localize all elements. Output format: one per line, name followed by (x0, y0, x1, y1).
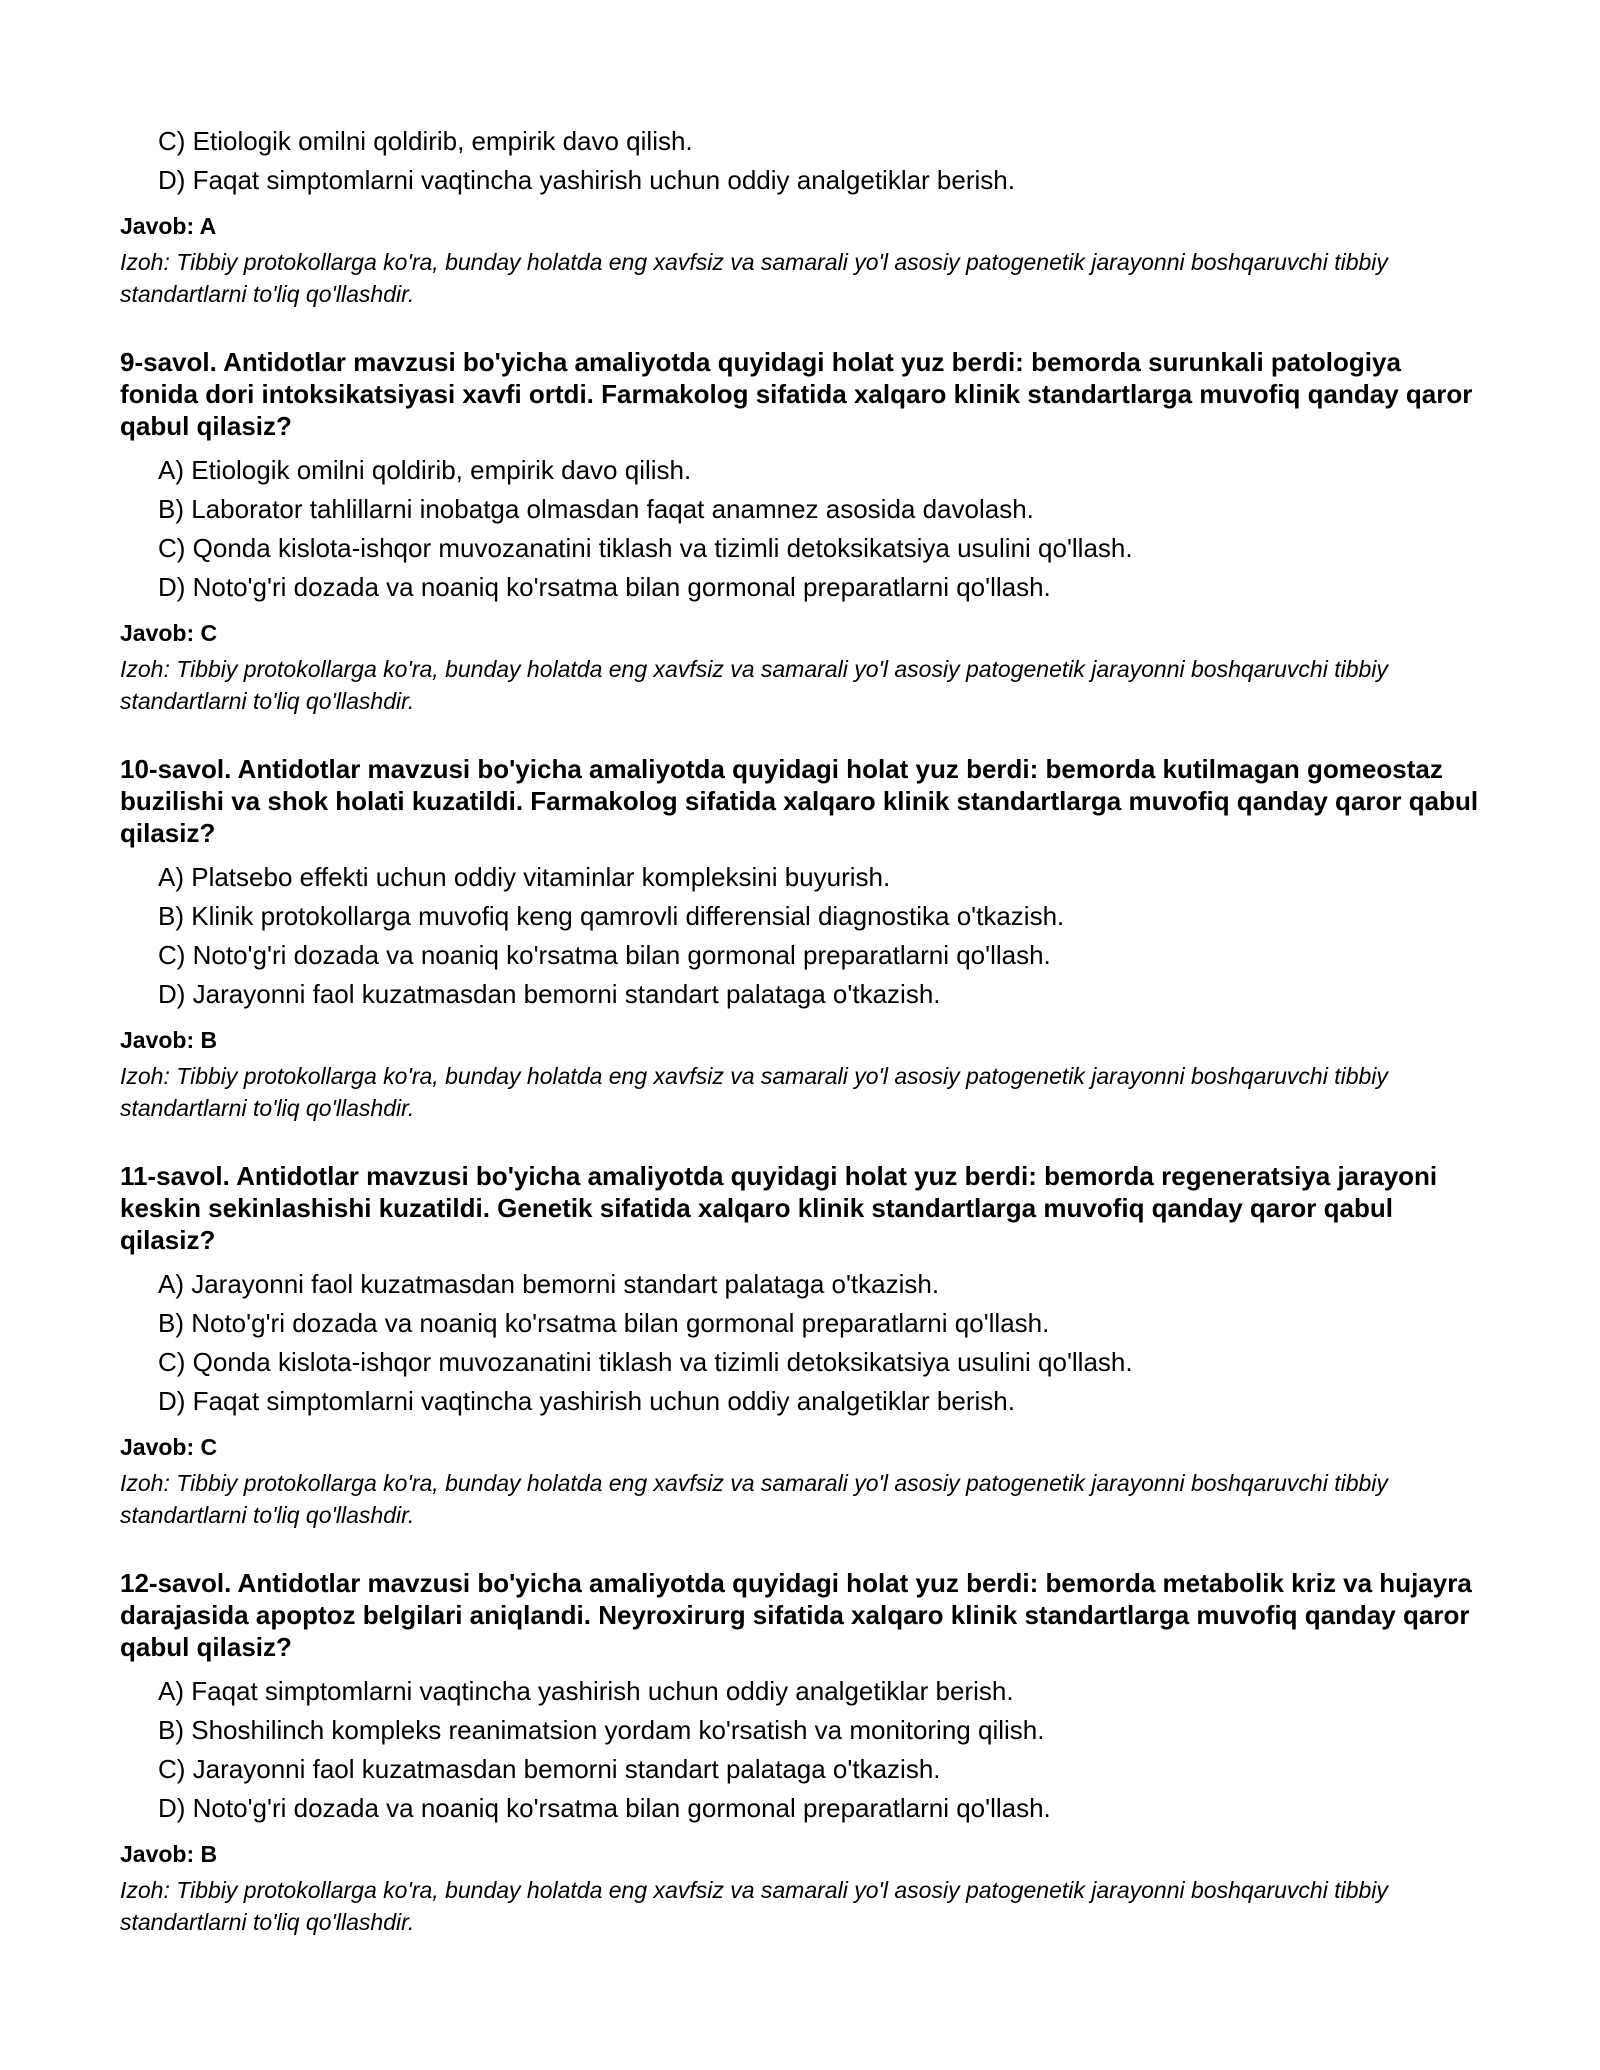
answer-option: D) Faqat simptomlarni vaqtincha yashirish uchun oddiy analgetiklar berish. (158, 165, 1015, 195)
question-block-10 (120, 753, 1480, 1124)
correct-answer: Javob: B (120, 1841, 218, 1867)
explanation-note: Izoh: Tibbiy protokollarga ko'ra, bunday holatda eng xavfsiz va samarali yo'l asosiy patogenetik jarayonni boshqaruvchi tibbiy standartlarni to'liq qo'llashdir. (120, 249, 1388, 307)
answer-option: A) Platsebo effekti uchun oddiy vitaminlar kompleksini buyurish. (158, 862, 891, 892)
answer-option: B) Laborator tahlillarni inobatga olmasdan faqat anamnez asosida davolash. (158, 494, 1034, 524)
question-text: 12-savol. Antidotlar mavzusi bo'yicha amaliyotda quyidagi holat yuz berdi: bemorda metabolik kriz va hujayra darajasida apoptoz belgilari aniqlandi. Neyroxirurg sifatida xalqaro klinik standartlarga muvofiq qanday qaror qabul qilasiz? (120, 1568, 1472, 1662)
answer-option: B) Shoshilinch kompleks reanimatsion yordam ko'rsatish va monitoring qilish. (158, 1715, 1045, 1745)
answer-option: C) Etiologik omilni qoldirib, empirik davo qilish. (158, 126, 693, 156)
explanation-note: Izoh: Tibbiy protokollarga ko'ra, bunday holatda eng xavfsiz va samarali yo'l asosiy patogenetik jarayonni boshqaruvchi tibbiy standartlarni to'liq qo'llashdir. (120, 656, 1388, 714)
answer-option: D) Jarayonni faol kuzatmasdan bemorni standart palataga o'tkazish. (158, 979, 941, 1009)
correct-answer: Javob: C (120, 620, 218, 646)
explanation-note: Izoh: Tibbiy protokollarga ko'ra, bunday holatda eng xavfsiz va samarali yo'l asosiy patogenetik jarayonni boshqaruvchi tibbiy standartlarni to'liq qo'llashdir. (120, 1877, 1388, 1935)
answer-option: C) Jarayonni faol kuzatmasdan bemorni standart palataga o'tkazish. (158, 1754, 941, 1784)
answer-option: C) Noto'g'ri dozada va noaniq ko'rsatma bilan gormonal preparatlarni qo'llash. (158, 940, 1051, 970)
question-block-9 (120, 346, 1480, 717)
correct-answer: Javob: A (120, 213, 217, 239)
answer-option: D) Noto'g'ri dozada va noaniq ko'rsatma bilan gormonal preparatlarni qo'llash. (158, 572, 1051, 602)
answer-option: A) Jarayonni faol kuzatmasdan bemorni standart palataga o'tkazish. (158, 1269, 940, 1299)
explanation-note: Izoh: Tibbiy protokollarga ko'ra, bunday holatda eng xavfsiz va samarali yo'l asosiy patogenetik jarayonni boshqaruvchi tibbiy standartlarni to'liq qo'llashdir. (120, 1470, 1388, 1528)
answer-option: A) Faqat simptomlarni vaqtincha yashirish uchun oddiy analgetiklar berish. (158, 1676, 1014, 1706)
answer-option: C) Qonda kislota-ishqor muvozanatini tiklash va tizimli detoksikatsiya usulini qo'llash. (158, 1347, 1133, 1377)
question-text: 10-savol. Antidotlar mavzusi bo'yicha amaliyotda quyidagi holat yuz berdi: bemorda kutilmagan gomeostaz buzilishi va shok holati kuzatildi. Farmakolog sifatida xalqaro klinik standartlarga muvofiq qanday qaror qabul qilasiz? (120, 754, 1479, 848)
answer-option: D) Noto'g'ri dozada va noaniq ko'rsatma bilan gormonal preparatlarni qo'llash. (158, 1793, 1051, 1823)
question-text: 11-savol. Antidotlar mavzusi bo'yicha amaliyotda quyidagi holat yuz berdi: bemorda regeneratsiya jarayoni keskin sekinlashishi kuzatildi. Genetik sifatida xalqaro klinik standartlarga muvofiq qanday qaror qabul qilasiz? (120, 1161, 1438, 1255)
answer-option: D) Faqat simptomlarni vaqtincha yashirish uchun oddiy analgetiklar berish. (158, 1386, 1015, 1416)
explanation-note: Izoh: Tibbiy protokollarga ko'ra, bunday holatda eng xavfsiz va samarali yo'l asosiy patogenetik jarayonni boshqaruvchi tibbiy standartlarni to'liq qo'llashdir. (120, 1063, 1388, 1121)
correct-answer: Javob: C (120, 1434, 218, 1460)
question-block-11 (120, 1160, 1480, 1531)
question-block-12 (120, 1567, 1480, 1938)
question-text: 9-savol. Antidotlar mavzusi bo'yicha amaliyotda quyidagi holat yuz berdi: bemorda surunkali patologiya fonida dori intoksikatsiyasi xavfi ortdi. Farmakolog sifatida xalqaro klinik standartlarga muvofiq qanday qaror qabul qilasiz? (120, 347, 1473, 441)
answer-option: C) Qonda kislota-ishqor muvozanatini tiklash va tizimli detoksikatsiya usulini qo'llash. (158, 533, 1133, 563)
correct-answer: Javob: B (120, 1027, 218, 1053)
answer-option: B) Klinik protokollarga muvofiq keng qamrovli differensial diagnostika o'tkazish. (158, 901, 1065, 931)
answer-option: A) Etiologik omilni qoldirib, empirik davo qilish. (158, 455, 692, 485)
answer-option: B) Noto'g'ri dozada va noaniq ko'rsatma bilan gormonal preparatlarni qo'llash. (158, 1308, 1050, 1338)
continued-question-block (120, 122, 1480, 310)
document-page (120, 122, 1480, 1938)
